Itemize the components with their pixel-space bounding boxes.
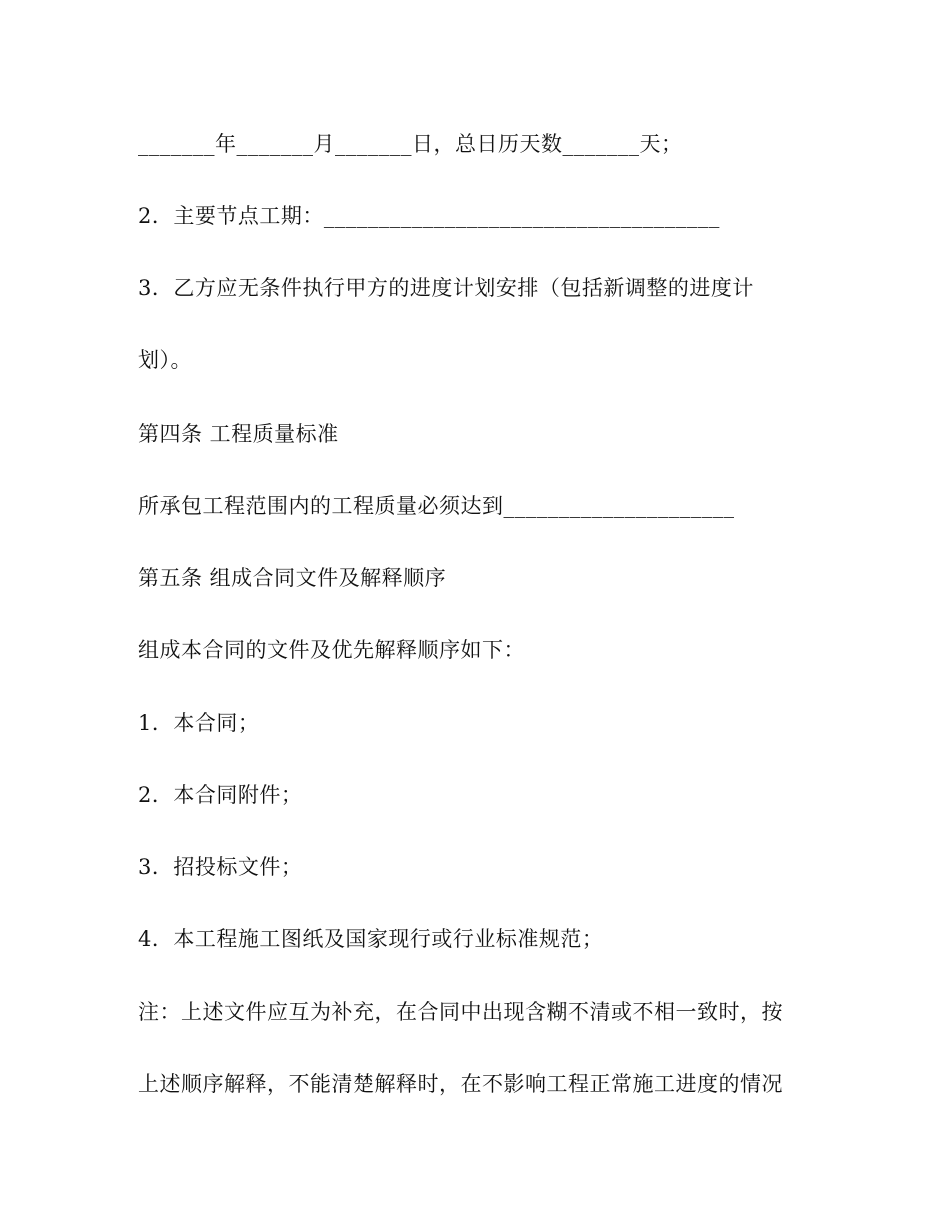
schedule-compliance-line-cont: 划）。 [138, 348, 192, 372]
quality-standard-line: 所承包工程范围内的工程质量必须达到_____________________ [138, 494, 735, 518]
list-item-contract: 1．本合同； [138, 711, 260, 735]
list-item-tender-documents: 3．招投标文件； [138, 855, 303, 879]
note-line: 注：上述文件应互为补充，在合同中出现含糊不清或不相一致时，按 [138, 1000, 783, 1024]
article-five-heading: 第五条 组成合同文件及解释顺序 [138, 566, 447, 590]
list-item-drawings-standards: 4．本工程施工图纸及国家现行或行业标准规范； [138, 927, 604, 951]
duration-dates-line: _______年_______月_______日，总日历天数_______天； [138, 132, 683, 156]
article-four-heading: 第四条 工程质量标准 [138, 422, 339, 446]
note-line-cont: 上述顺序解释，不能清楚解释时，在不影响工程正常施工进度的情况 [138, 1072, 783, 1096]
list-item-attachments: 2．本合同附件； [138, 783, 303, 807]
schedule-compliance-line: 3．乙方应无条件执行甲方的进度计划安排（包括新调整的进度计 [138, 276, 754, 300]
milestone-schedule-line: 2．主要节点工期：____________________________________ [138, 204, 720, 228]
documents-order-intro: 组成本合同的文件及优先解释顺序如下： [138, 638, 525, 662]
